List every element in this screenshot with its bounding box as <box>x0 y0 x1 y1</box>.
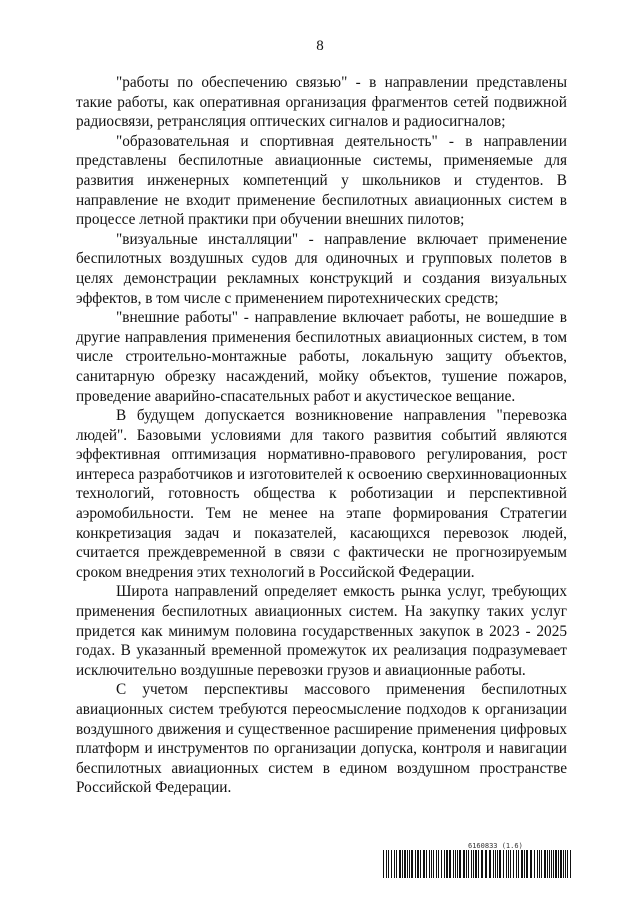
barcode-image <box>383 850 573 878</box>
paragraph-passenger-transport: В будущем допускается возникновение направления "перевозка людей". Базовыми условиями для такого развития событий являются эффективная оптимизация нормативно-правового регулирования, рост интереса разработчиков и изготовителей к освоению сверхинновационных технологий, готовность общества к роботизации и перспективной аэромобильности. Тем не менее на этапе формирования Стратегии конкретизация задач и показателей, касающихся перевозок людей, считается преждевременной в связи с фактически не прогнозируемым сроком внедрения этих технологий в Российской Федерации. <box>76 407 567 581</box>
paragraph-visual-installations: "визуальные инсталляции" - направление включает применение беспилотных воздушных судов для одиночных и групповых полетов в целях демонстрации рекламных конструкций и создания визуальных эффектов, в том числе с применением пиротехнических средств; <box>76 230 567 307</box>
document-code: 6160833 (1.6) <box>468 842 523 850</box>
document-body <box>76 73 567 798</box>
paragraph-education: "образовательная и спортивная деятельность" - в направлении представлены беспилотные авиационные системы, применяемые для развития инженерных компетенций у школьников и студентов. В направление не входит применение беспилотных авиационных систем в процессе летной практики при обучении внешних пилотов; <box>76 132 567 229</box>
paragraph-communications: "работы по обеспечению связью" - в направлении представлены такие работы, как оперативная организация фрагментов сетей подвижной радиосвязи, ретрансляция оптических сигналов и радиосигналов; <box>76 74 567 131</box>
page-number: 8 <box>316 38 324 54</box>
paragraph-airspace: С учетом перспективы массового применения беспилотных авиационных систем требуются переосмысление подходов к организации воздушного движения и существенное расширение применения цифровых платформ и инструментов по организации допуска, контроля и навигации беспилотных авиационных систем в едином воздушном пространстве Российской Федерации. <box>76 681 567 797</box>
paragraph-external-works: "внешние работы" - направление включает работы, не вошедшие в другие направления применения беспилотных авиационных систем, в том числе строительно-монтажные работы, локальную защиту объектов, санитарную обрезку насаждений, мойку объектов, тушение пожаров, проведение аварийно-спасательных работ и акустическое вещание. <box>76 309 567 405</box>
paragraph-market-capacity: Широта направлений определяет емкость рынка услуг, требующих применения беспилотных авиационных систем. На закупку таких услуг придется как минимум половина государственных закупок в 2023 - 2025 годах. В указанный временной промежуток их реализация подразумевает исключительно воздушные перевозки грузов и авиационные работы. <box>76 583 567 679</box>
